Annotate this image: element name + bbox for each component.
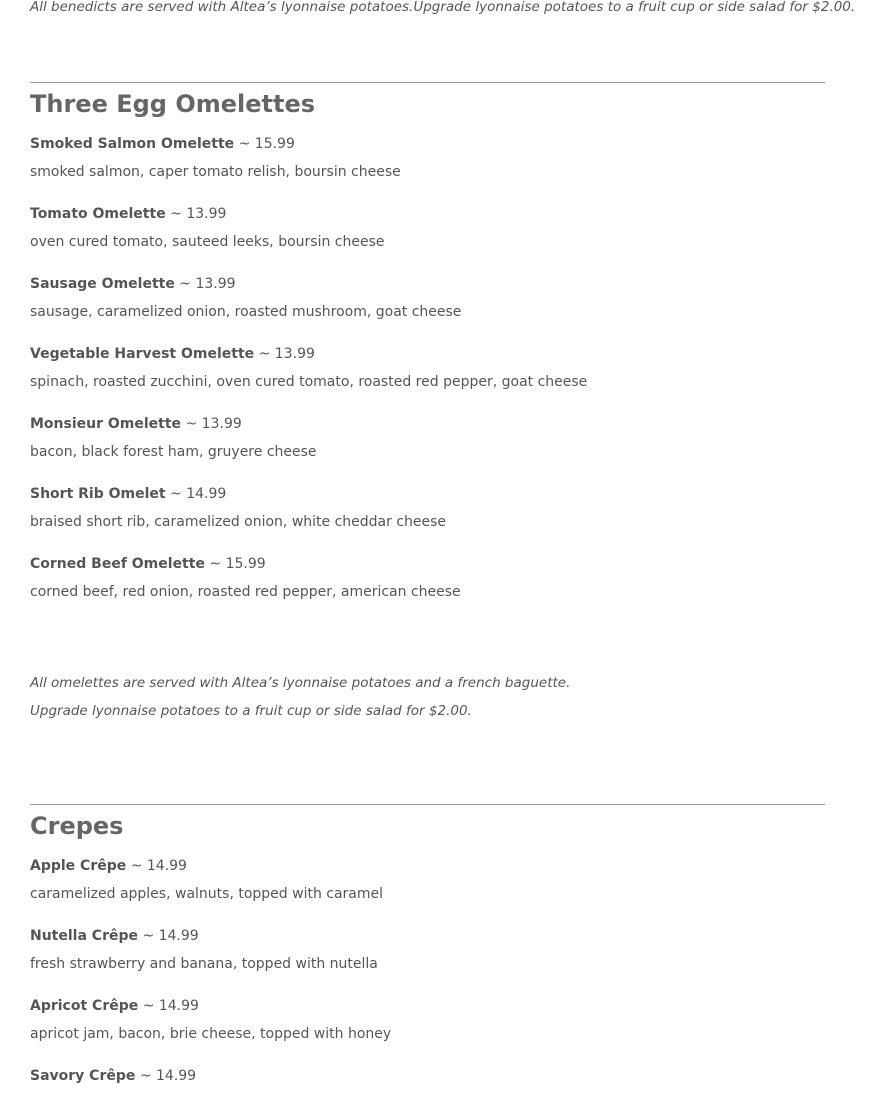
item-price: ~ 13.99 bbox=[170, 206, 227, 222]
omelettes-list bbox=[30, 130, 825, 620]
menu-item bbox=[30, 340, 825, 410]
item-description: spinach, roasted zucchini, oven cured tomato, roasted red pepper, goat cheese bbox=[30, 374, 588, 390]
item-name: Smoked Salmon Omelette bbox=[30, 136, 235, 152]
item-price: ~ 15.99 bbox=[238, 136, 295, 152]
item-price: ~ 14.99 bbox=[142, 928, 199, 944]
item-name: Vegetable Harvest Omelette bbox=[30, 346, 255, 362]
item-description: caramelized apples, walnuts, topped with caramel bbox=[30, 886, 384, 902]
item-description: smoked salmon, caper tomato relish, boursin cheese bbox=[30, 164, 401, 180]
item-description: sausage, caramelized onion, roasted mushroom, goat cheese bbox=[30, 304, 462, 320]
benedicts-note: All benedicts are served with Altea’s lyonnaise potatoes.Upgrade lyonnaise potatoes to a fruit cup or side salad for $2.00. bbox=[30, 0, 856, 15]
item-name: Savory Crêpe bbox=[30, 1068, 136, 1084]
item-description: braised short rib, caramelized onion, white cheddar cheese bbox=[30, 514, 447, 530]
menu-item bbox=[30, 200, 825, 270]
crepes-section bbox=[30, 804, 825, 1090]
menu-item bbox=[30, 270, 825, 340]
menu-item bbox=[30, 550, 825, 620]
menu-item bbox=[30, 130, 825, 200]
item-description: corned beef, red onion, roasted red pepper, american cheese bbox=[30, 584, 461, 600]
crepes-list bbox=[30, 852, 825, 1090]
menu-item bbox=[30, 480, 825, 550]
section-title-crepes: Crepes bbox=[30, 812, 124, 840]
item-price: ~ 15.99 bbox=[209, 556, 266, 572]
omelettes-section bbox=[30, 82, 825, 620]
item-name: Short Rib Omelet bbox=[30, 486, 166, 502]
menu-item bbox=[30, 922, 825, 992]
omelettes-note-line2: Upgrade lyonnaise potatoes to a fruit cup or side salad for $2.00. bbox=[30, 703, 472, 719]
item-description: bacon, black forest ham, gruyere cheese bbox=[30, 444, 317, 460]
item-name: Monsieur Omelette bbox=[30, 416, 182, 432]
item-price: ~ 13.99 bbox=[179, 276, 236, 292]
item-description: apricot jam, bacon, brie cheese, topped with honey bbox=[30, 1026, 392, 1042]
menu-item bbox=[30, 852, 825, 922]
item-description: oven cured tomato, sauteed leeks, boursin cheese bbox=[30, 234, 385, 250]
item-name: Corned Beef Omelette bbox=[30, 556, 205, 572]
item-name: Apricot Crêpe bbox=[30, 998, 139, 1014]
item-price: ~ 14.99 bbox=[139, 1068, 197, 1084]
item-name: Apple Crêpe bbox=[30, 858, 127, 874]
item-price: ~ 13.99 bbox=[258, 346, 315, 362]
item-description: fresh strawberry and banana, topped with nutella bbox=[30, 956, 378, 972]
item-name: Nutella Crêpe bbox=[30, 928, 138, 944]
item-price: ~ 14.99 bbox=[142, 998, 199, 1014]
omelettes-note-line1: All omelettes are served with Altea’s lyonnaise potatoes and a french baguette. bbox=[30, 675, 571, 691]
item-price: ~ 14.99 bbox=[170, 486, 227, 502]
menu-item bbox=[30, 992, 825, 1062]
item-name: Sausage Omelette bbox=[30, 276, 175, 292]
item-name: Tomato Omelette bbox=[30, 206, 166, 222]
section-title-omelettes: Three Egg Omelettes bbox=[30, 90, 316, 118]
menu-item bbox=[30, 410, 825, 480]
item-price: ~ 13.99 bbox=[185, 416, 242, 432]
item-price: ~ 14.99 bbox=[130, 858, 187, 874]
menu-item bbox=[30, 1062, 825, 1090]
